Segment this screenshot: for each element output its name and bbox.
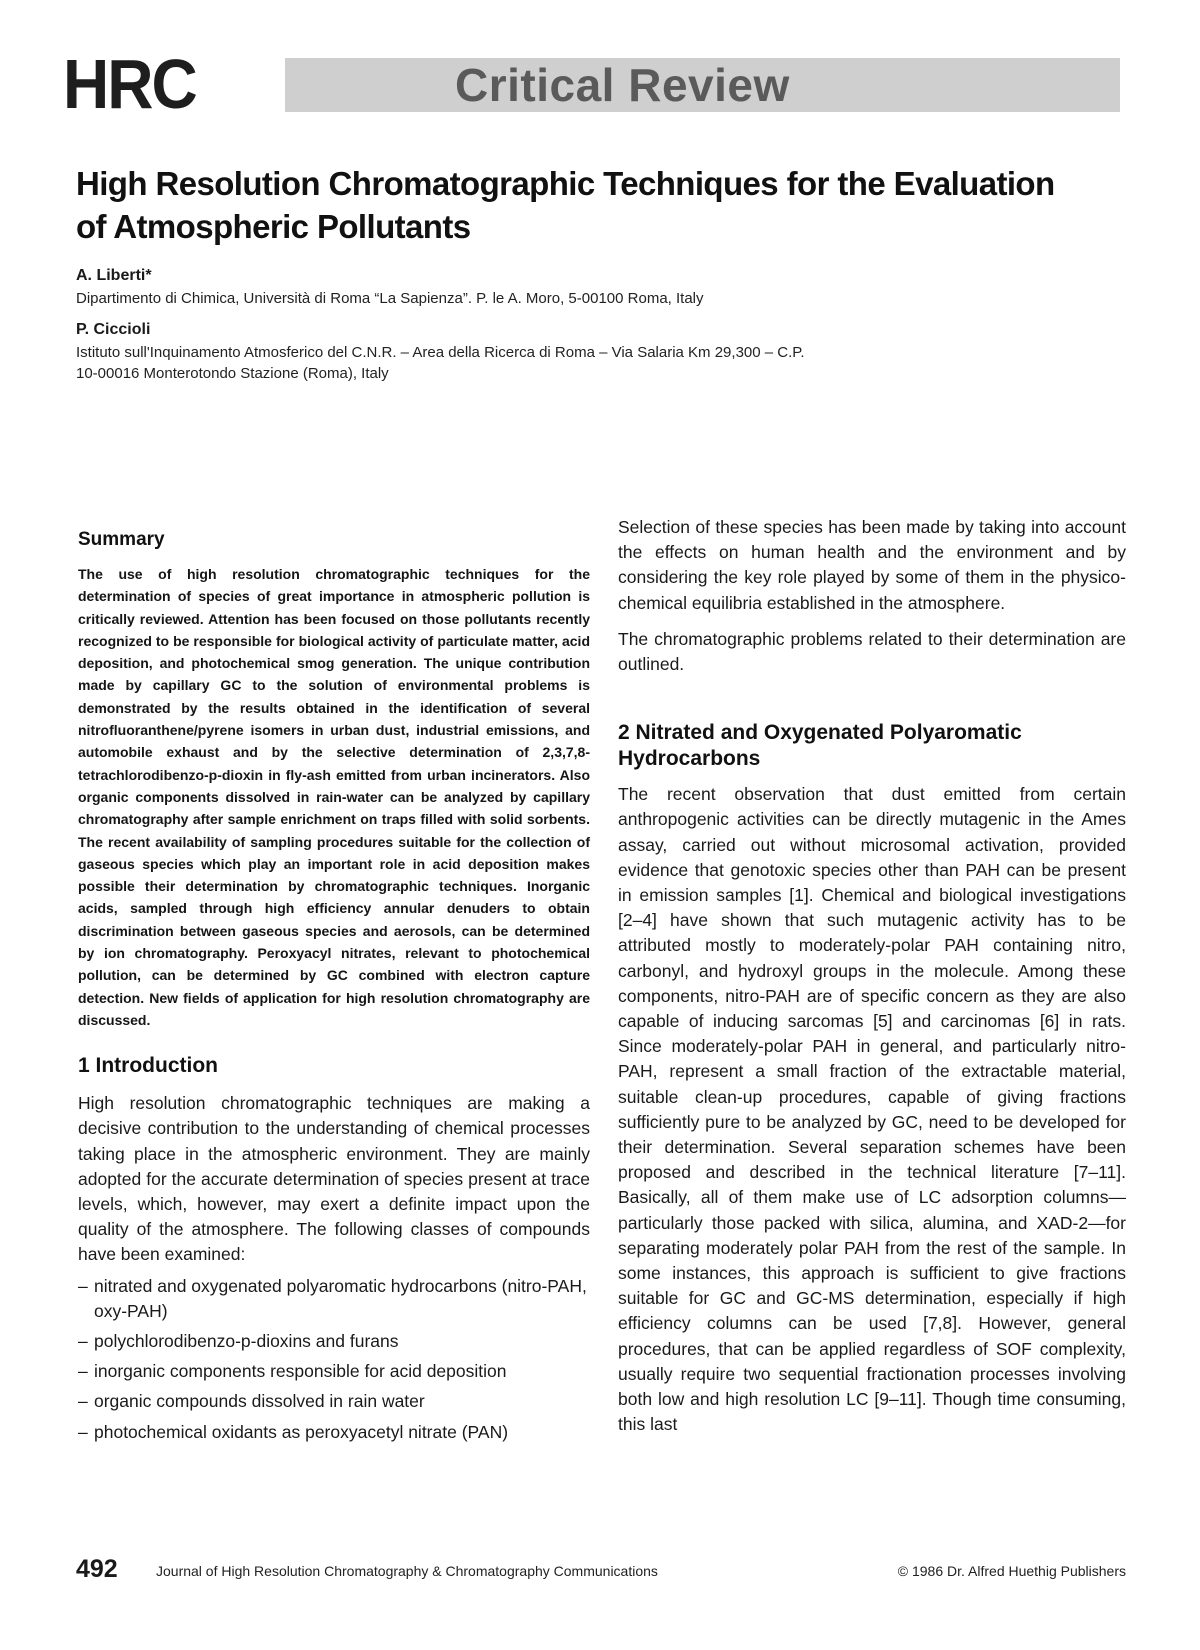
article-title: High Resolution Chromatographic Techniques for the Evaluation of Atmospheric Pollutants <box>76 165 1055 245</box>
compound-class-list <box>78 1274 590 1445</box>
selection-paragraph: Selection of these species has been made by taking into account the effects on human health and the environment and by considering the key role played by some of them in the physico-chemical equilibria established in the atmosphere. <box>618 517 1126 613</box>
author-name: A. Liberti* <box>76 267 152 284</box>
author-name: P. Ciccioli <box>76 321 151 338</box>
author-affiliation: Dipartimento di Chimica, Università di Roma “La Sapienza”. P. le A. Moro, 5-00100 Roma, Italy <box>76 290 704 307</box>
introduction-heading: 1 Introduction <box>78 1054 218 1078</box>
section2-paragraph: The recent observation that dust emitted from certain anthropogenic activities can be directly mutagenic in the Ames assay, carried out without microsomal activation, provided evidence that genotoxic species other than PAH can be present in emission samples [1]. Chemical and biological investigations [2–4] have shown that such mutagenic activity has to be attributed mostly to moderately-polar PAH containing nitro, carbonyl, and hydroxyl groups in the molecule. Among these components, nitro-PAH are of specific concern as they are also capable of inducing sarcomas [5] and carcinomas [6] in rats. Since moderately-polar PAH in general, and particularly nitro-PAH, represent a small fraction of the extractable material, suitable clean-up procedures, capable of giving fractions sufficiently pure to be analyzed by GC, need to be developed for their determination. Several separation schemes have been proposed and described in the technical literature [7–11]. Basically, all of them make use of LC adsorption columns—particularly those packed with silica, alumina, and XAD-2—for separating moderately polar PAH from the rest of the sample. In some instances, this approach is sufficient to give fractions suitable for GC and GC-MS determination, especially if high efficiency columns can be used [7,8]. However, general procedures, that can be applied regardless of SOF complexity, usually require two sequential fractionation processes involving both low and high resolution LC [9–11]. Though time consuming, this last <box>618 784 1126 1435</box>
author-block-1 <box>76 266 1076 309</box>
page-number: 492 <box>76 1555 118 1583</box>
masthead <box>63 56 1120 112</box>
introduction-paragraph: High resolution chromatographic techniques are making a decisive contribution to the understanding of chemical processes taking place in the atmospheric environment. They are mainly adopted for the accurate determination of species present at trace levels, which, however, may exert a definite impact upon the quality of the atmosphere. The following classes of compounds have been examined: <box>78 1093 590 1265</box>
problems-paragraph: The chromatographic problems related to their determination are outlined. <box>618 628 1126 675</box>
section-banner <box>285 58 1120 112</box>
author-block-2 <box>76 320 1076 384</box>
list-item: – inorganic components responsible for acid deposition <box>78 1361 507 1382</box>
list-item: – nitrated and oxygenated polyaromatic hydrocarbons (nitro-PAH, oxy-PAH) <box>78 1275 587 1321</box>
copyright-notice: © 1986 Dr. Alfred Huethig Publishers <box>897 1563 1126 1579</box>
list-item: – polychlorodibenzo-p-dioxins and furans <box>78 1331 399 1352</box>
section2-heading: 2 Nitrated and Oxygenated Polyaromatic Hydrocarbons <box>618 721 1022 771</box>
right-column <box>618 517 1126 1438</box>
journal-logo: HRC <box>63 56 258 112</box>
list-item: – photochemical oxidants as peroxyacetyl nitrate (PAN) <box>78 1421 509 1442</box>
left-column <box>78 527 590 1450</box>
page-footer <box>76 1554 1126 1584</box>
list-item: – organic compounds dissolved in rain water <box>78 1391 425 1412</box>
section-label: Critical Review <box>455 59 790 111</box>
journal-name: Journal of High Resolution Chromatography & Chromatography Communications <box>156 1563 658 1579</box>
author-affiliation: Istituto sull'Inquinamento Atmosferico del C.N.R. – Area della Ricerca di Roma – Via Salaria Km 29,300 – C.P. 10-00016 Monterotondo Stazione (Roma), Italy <box>76 344 805 382</box>
summary-abstract: The use of high resolution chromatographic techniques for the determination of species of great importance in atmospheric pollution is critically reviewed. Attention has been focused on those pollutants recently recognized to be responsible for biological activity of particulate matter, acid deposition, and photochemical smog generation. The unique contribution made by capillary GC to the solution of environmental problems is demonstrated by the results obtained in the identification of several nitrofluoranthene/pyrene isomers in urban dust, industrial emissions, and automobile exhaust and by the selective determination of 2,3,7,8-tetrachlorodibenzo-p-dioxin in fly-ash emitted from urban incinerators. Also organic components dissolved in rain-water can be analyzed by capillary chromatography after sample enrichment on traps filled with solid sorbents. The recent availability of sampling procedures suitable for the collection of gaseous species which play an important role in acid deposition makes possible their determination by chromatographic techniques. Inorganic acids, sampled through high efficiency annular denuders to obtain discrimination between gaseous species and aerosols, can be determined by ion chromatography. Peroxyacyl nitrates, relevant to photochemical pollution, can be determined by GC combined with electron capture detection. New fields of application for high resolution chromatography are discussed. <box>78 566 590 1028</box>
summary-heading: Summary <box>78 529 165 550</box>
